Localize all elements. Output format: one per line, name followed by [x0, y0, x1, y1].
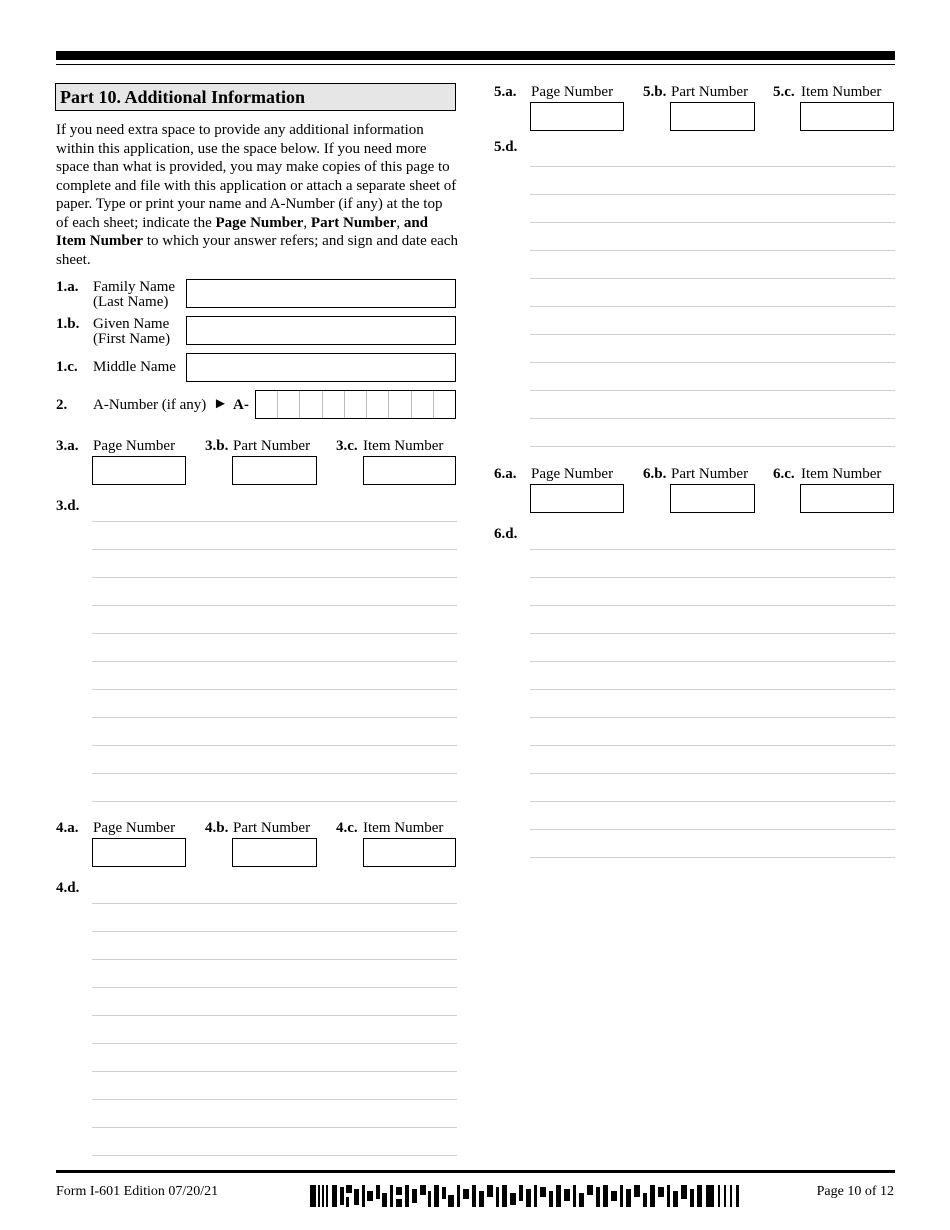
a-number-digit [433, 391, 455, 418]
answer-line [92, 633, 457, 634]
answer-line [530, 278, 895, 279]
intro-text-1: If you need extra space to provide any additional information within this application, use the space below. If you need more space than what is provided, you may make copies of this page to complete and file with this application or attach a separate sheet of paper. Type or print your name and A-Number (if any) at the top of each sheet; indicate the [56, 122, 457, 231]
answer-line [530, 549, 895, 550]
item-number-2: 2. [56, 397, 68, 413]
item-number-3b: 3.b. [205, 438, 229, 454]
answer-line [92, 549, 457, 550]
item-number-1b: 1.b. [56, 316, 80, 332]
part-number-input-4[interactable] [232, 838, 317, 867]
answer-line [530, 605, 895, 606]
item-number-1a: 1.a. [56, 279, 79, 295]
page-number-label-5: Page Number [531, 84, 614, 100]
part-number-label-5: Part Number [671, 84, 749, 100]
top-thin-rule [56, 64, 895, 65]
answer-line [92, 959, 457, 960]
answer-area-5d[interactable] [530, 138, 895, 448]
a-number-digit [277, 391, 299, 418]
answer-line [530, 362, 895, 363]
answer-line [92, 717, 457, 718]
item-number-4a: 4.a. [56, 820, 79, 836]
middle-name-label: Middle Name [93, 359, 176, 375]
item-number-6c: 6.c. [773, 466, 795, 482]
answer-line [530, 166, 895, 167]
intro-bold-part: Part Number [310, 214, 397, 231]
item-number-label-5: Item Number [801, 84, 882, 100]
page-number-label-3: Page Number [93, 438, 176, 454]
intro-text-2: , [303, 214, 311, 231]
answer-line [92, 773, 457, 774]
item-number-input-5[interactable] [800, 102, 894, 131]
item-number-input-3[interactable] [363, 456, 456, 485]
answer-line [530, 306, 895, 307]
item-number-input-6[interactable] [800, 484, 894, 513]
item-number-6d: 6.d. [494, 526, 518, 542]
a-number-digit [366, 391, 388, 418]
answer-line [530, 194, 895, 195]
answer-line [92, 1071, 457, 1072]
page-number-input-4[interactable] [92, 838, 186, 867]
item-number-3a: 3.a. [56, 438, 79, 454]
item-number-5b: 5.b. [643, 84, 667, 100]
item-number-3c: 3.c. [336, 438, 358, 454]
item-number-6a: 6.a. [494, 466, 517, 482]
family-name-label: Family Name [93, 279, 176, 295]
answer-line [530, 661, 895, 662]
page-number-label-4: Page Number [93, 820, 176, 836]
part-number-input-5[interactable] [670, 102, 755, 131]
page-number-input-6[interactable] [530, 484, 624, 513]
a-number-digit [299, 391, 321, 418]
item-number-input-4[interactable] [363, 838, 456, 867]
answer-line [530, 829, 895, 830]
answer-line [530, 857, 895, 858]
answer-line [530, 689, 895, 690]
given-name-sublabel: (First Name) [93, 331, 171, 347]
page-indicator: Page 10 of 12 [816, 1184, 894, 1199]
intro-text-3: , [396, 214, 404, 231]
intro-text-4: to which your answer refers; and sign and date each sheet. [56, 233, 458, 268]
answer-line [92, 577, 457, 578]
answer-line [92, 1043, 457, 1044]
answer-line [92, 521, 457, 522]
answer-line [530, 446, 895, 447]
a-number-prefix: A- [233, 397, 249, 413]
item-number-1c: 1.c. [56, 359, 78, 375]
a-number-digit [411, 391, 433, 418]
family-name-sublabel: (Last Name) [93, 294, 169, 310]
answer-line [530, 222, 895, 223]
answer-line [530, 250, 895, 251]
answer-line [530, 745, 895, 746]
item-number-label-6: Item Number [801, 466, 882, 482]
answer-line [92, 1127, 457, 1128]
intro-bold-item: and Item Number [56, 214, 429, 249]
answer-line [92, 1155, 457, 1156]
given-name-input[interactable] [186, 316, 456, 345]
arrow-right-icon: ► [213, 396, 228, 412]
part-number-input-6[interactable] [670, 484, 755, 513]
barcode-icon [310, 1185, 742, 1207]
item-number-4b: 4.b. [205, 820, 229, 836]
answer-line [92, 661, 457, 662]
intro-bold-page: Page Number [215, 214, 304, 231]
answer-line [92, 931, 457, 932]
answer-line [530, 334, 895, 335]
page-number-label-6: Page Number [531, 466, 614, 482]
a-number-label: A-Number (if any) [93, 397, 207, 413]
answer-area-3d[interactable] [92, 493, 457, 803]
a-number-digit [344, 391, 366, 418]
answer-line [92, 1099, 457, 1100]
answer-line [530, 418, 895, 419]
middle-name-input[interactable] [186, 353, 456, 382]
top-rule [56, 51, 895, 60]
answer-line [92, 801, 457, 802]
instructions [56, 121, 458, 269]
answer-area-6d[interactable] [530, 521, 895, 859]
given-name-label: Given Name [93, 316, 170, 332]
a-number-input[interactable] [255, 390, 456, 419]
item-number-5c: 5.c. [773, 84, 795, 100]
item-number-4c: 4.c. [336, 820, 358, 836]
answer-line [92, 1015, 457, 1016]
item-number-6b: 6.b. [643, 466, 667, 482]
item-number-5d: 5.d. [494, 139, 518, 155]
answer-line [92, 903, 457, 904]
a-number-digit [256, 391, 277, 418]
bottom-rule [56, 1170, 895, 1173]
page-number-input-3[interactable] [92, 456, 186, 485]
part-title: Part 10. Additional Information [55, 83, 456, 111]
answer-line [530, 633, 895, 634]
a-number-digit [322, 391, 344, 418]
part-number-label-4: Part Number [233, 820, 311, 836]
item-number-label-4: Item Number [363, 820, 444, 836]
form-edition: Form I-601 Edition 07/20/21 [56, 1184, 219, 1199]
part-number-label-3: Part Number [233, 438, 311, 454]
a-number-digit [388, 391, 410, 418]
item-number-3d: 3.d. [56, 498, 80, 514]
answer-line [92, 987, 457, 988]
answer-line [92, 745, 457, 746]
answer-line [530, 577, 895, 578]
part-number-label-6: Part Number [671, 466, 749, 482]
answer-line [92, 605, 457, 606]
answer-line [530, 390, 895, 391]
item-number-5a: 5.a. [494, 84, 517, 100]
answer-line [530, 717, 895, 718]
item-number-4d: 4.d. [56, 880, 80, 896]
part-number-input-3[interactable] [232, 456, 317, 485]
answer-line [530, 801, 895, 802]
answer-line [530, 773, 895, 774]
answer-line [92, 689, 457, 690]
item-number-label-3: Item Number [363, 438, 444, 454]
page-number-input-5[interactable] [530, 102, 624, 131]
family-name-input[interactable] [186, 279, 456, 308]
answer-area-4d[interactable] [92, 875, 457, 1157]
